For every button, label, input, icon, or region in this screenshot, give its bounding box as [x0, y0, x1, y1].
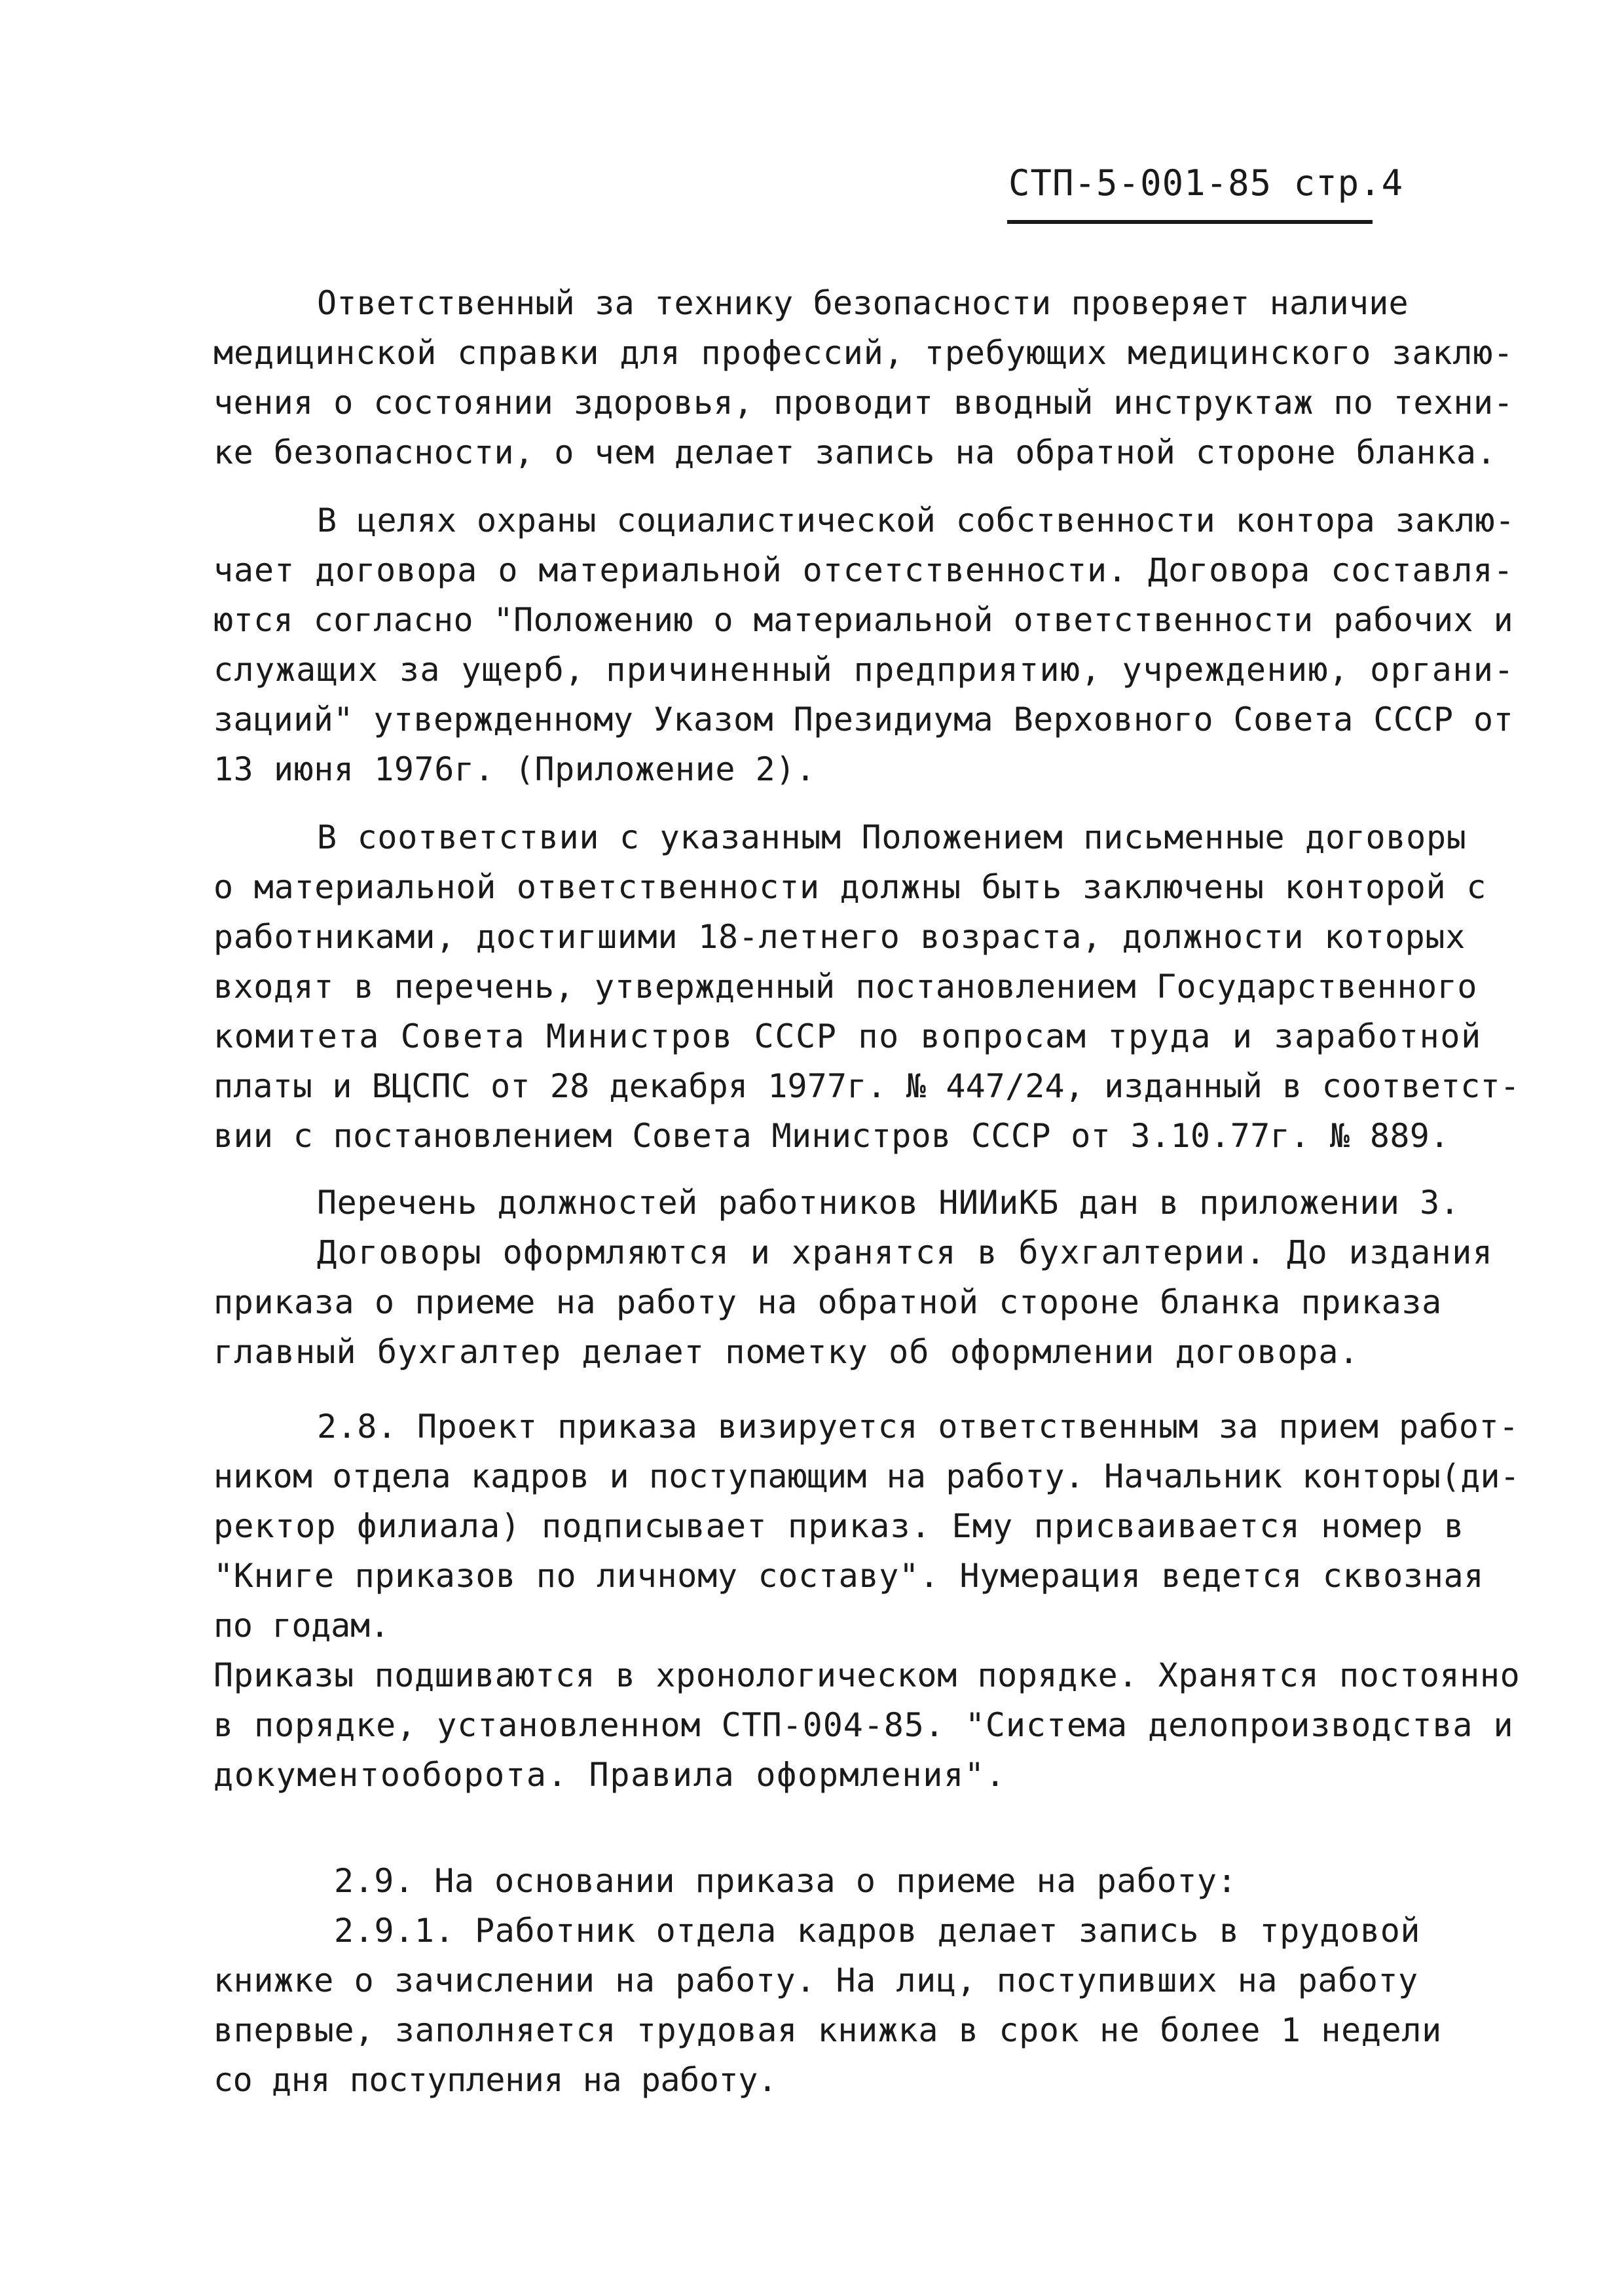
text-line: ректор филиала) подписывает приказ. Ему присваивается номер в	[213, 1507, 1465, 1545]
text-line: медицинской справки для профессий, требующих медицинского заклю-	[213, 334, 1514, 372]
text-line: 2.9. На основании приказа о приеме на работу:	[334, 1862, 1238, 1900]
text-line: Ответственный за технику безопасности проверяет наличие	[317, 284, 1409, 322]
text-line: вии с постановлением Совета Министров СССР от 3.10.77г. № 889.	[213, 1117, 1450, 1155]
text-line: комитета Совета Министров СССР по вопросам труда и заработной	[213, 1017, 1482, 1055]
text-line: входят в перечень, утвержденный постановлением Государственного	[213, 968, 1477, 1006]
page-header: СТП-5-001-85 стр.4	[1008, 162, 1404, 204]
text-line: чения о состоянии здоровья, проводит вводный инструктаж по техни-	[213, 384, 1514, 422]
text-line: чает договора о материальной отсетственности. Договора составля-	[213, 551, 1514, 589]
text-line: 13 июня 1976г. (Приложение 2).	[213, 750, 816, 788]
text-line: впервые, заполняется трудовая книжка в срок не более 1 недели	[213, 2011, 1442, 2049]
text-line: ке безопасности, о чем делает запись на обратной стороне бланка.	[213, 433, 1497, 471]
text-line: со дня поступления на работу.	[213, 2061, 777, 2099]
text-line: ником отдела кадров и поступающим на работу. Начальник конторы(ди-	[213, 1457, 1520, 1495]
text-line: 2.9.1. Работник отдела кадров делает запись в трудовой	[334, 1912, 1421, 1950]
text-line: работниками, достигшими 18-летнего возраста, должности которых	[213, 918, 1466, 956]
text-line: В соответствии с указанным Положением письменные договоры	[317, 818, 1467, 856]
text-line: Приказы подшиваются в хронологическом порядке. Хранятся постоянно	[213, 1656, 1521, 1694]
text-line: зациий" утвержденному Указом Президиума Верховного Совета СССР от	[213, 701, 1514, 738]
text-line: в порядке, установленном СТП-004-85. "Система делопроизводства и	[213, 1706, 1514, 1744]
text-line: документооборота. Правила оформления".	[213, 1756, 1006, 1794]
text-line: Перечень должностей работников НИИиКБ дан в приложении 3.	[317, 1184, 1460, 1222]
header-underline	[1007, 220, 1373, 224]
text-line: В целях охраны социалистической собственности контора заклю-	[317, 501, 1515, 539]
text-line: о материальной ответственности должны быть заключены конторой с	[213, 868, 1487, 906]
text-line: приказа о приеме на работу на обратной стороне бланка приказа	[213, 1283, 1442, 1321]
text-line: Договоры оформляются и хранятся в бухгалтерии. До издания	[317, 1233, 1494, 1271]
text-line: 2.8. Проект приказа визируется ответственным за прием работ-	[317, 1408, 1519, 1446]
text-line: служащих за ущерб, причиненный предприятию, учреждению, органи-	[213, 651, 1515, 689]
text-line: главный бухгалтер делает пометку об оформлении договора.	[213, 1333, 1359, 1371]
text-line: "Книге приказов по личному составу". Нумерация ведется сквозная	[213, 1557, 1485, 1595]
text-line: по годам.	[213, 1607, 390, 1645]
text-line: платы и ВЦСПС от 28 декабря 1977г. № 447/24, изданный в соответст-	[213, 1067, 1520, 1105]
text-line: книжке о зачислении на работу. На лиц, поступивших на работу	[213, 1961, 1418, 1999]
text-line: ются согласно "Положению о материальной ответственности рабочих и	[213, 601, 1514, 639]
